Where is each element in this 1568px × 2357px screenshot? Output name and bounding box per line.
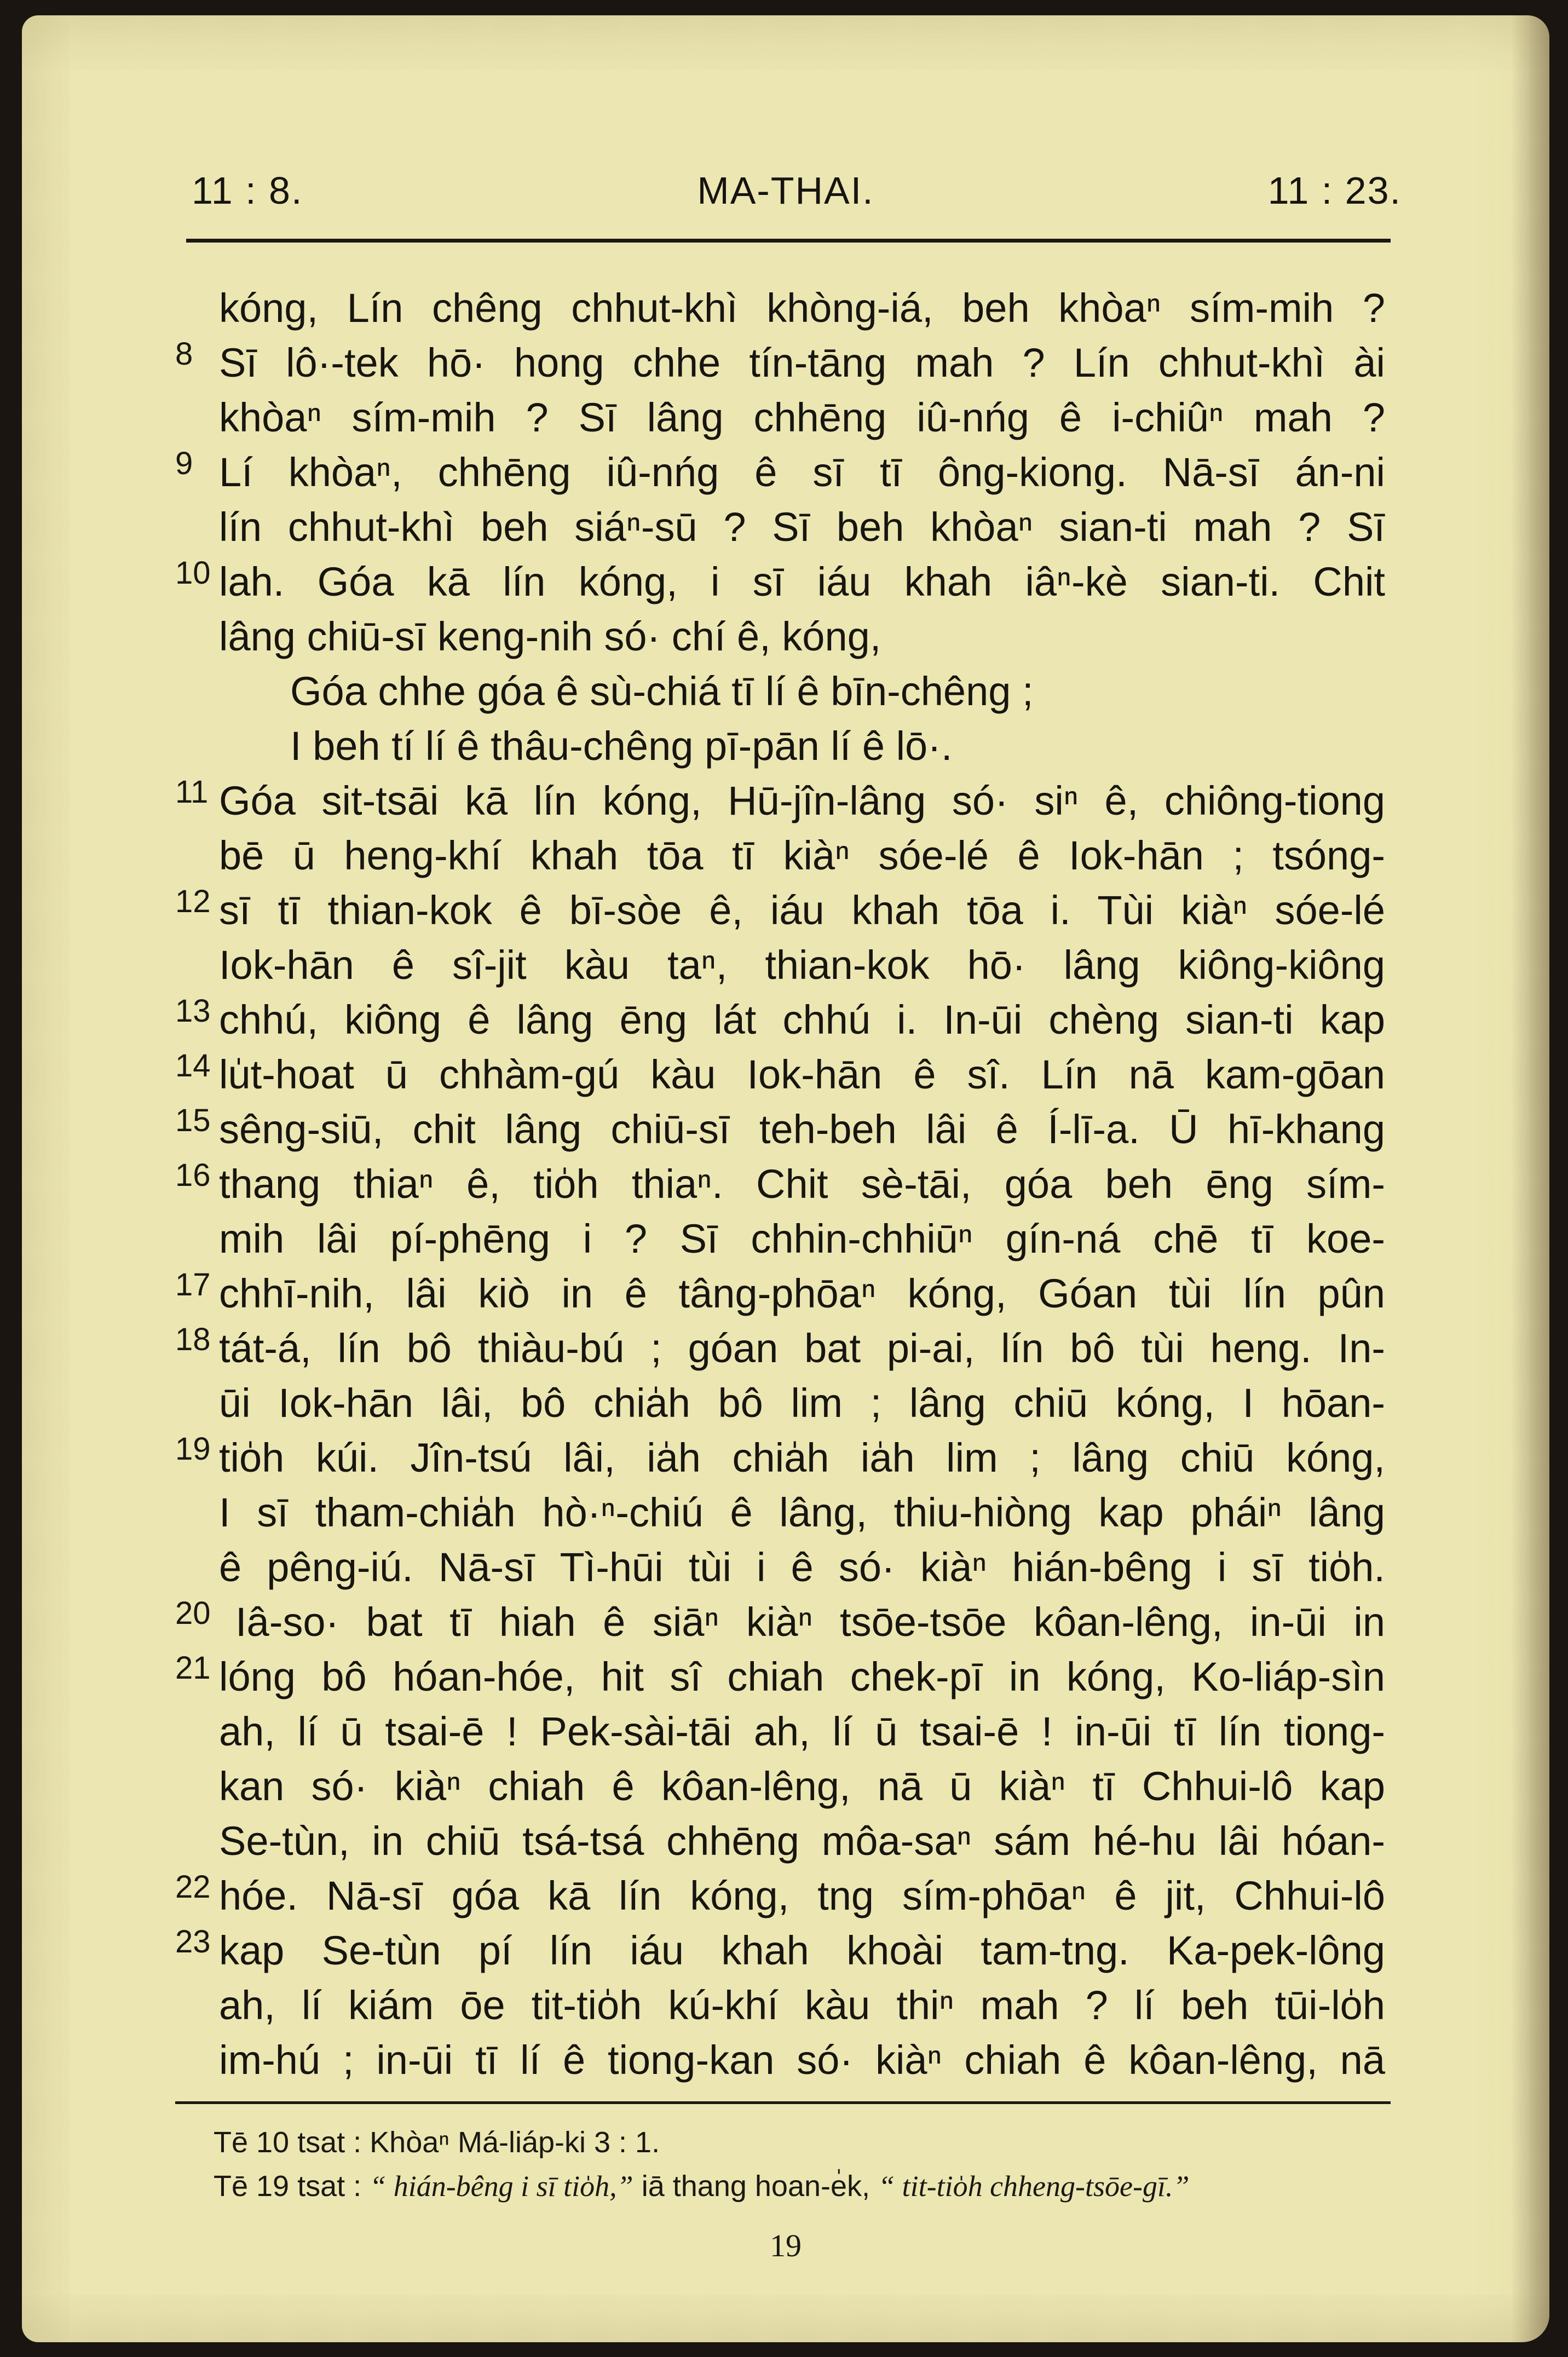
verse-number: 18	[175, 1322, 211, 1357]
text-line: khòaⁿ sím-mih ? Sī lâng chhēng iû-nńg ê i-chiûⁿ mah ?	[219, 395, 1385, 440]
running-head	[170, 163, 1402, 223]
text-line: thang thiaⁿ ê, tio̍h thiaⁿ. Chit sè-tāi, góa beh ēng sím-	[219, 1161, 1385, 1207]
verse-number: 19	[175, 1431, 211, 1467]
text-line: sī tī thian-kok ê bī-sòe ê, iáu khah tōa i. Tùi kiàⁿ sóe-lé	[219, 888, 1385, 933]
text-line: chhī-nih, lâi kiò in ê tâng-phōaⁿ kóng, Góan tùi lín pûn	[219, 1271, 1385, 1316]
text-line: kap Se-tùn pí lín iáu khah khoài tam-tng. Ka-pek-lông	[219, 1928, 1385, 1973]
verse-number: 20	[175, 1595, 211, 1631]
text-line: lóng bô hóan-hóe, hit sî chiah chek-pī in kóng, Ko-liáp-sìn	[219, 1654, 1385, 1699]
verse-number: 8	[175, 336, 193, 372]
text-line: ah, lí kiám ōe tit-tio̍h kú-khí kàu thiⁿ mah ? lí beh tūi-lo̍h	[219, 1983, 1385, 2028]
verse-number: 23	[175, 1924, 211, 1960]
verse-number: 16	[175, 1157, 211, 1193]
verse-number: 12	[175, 884, 211, 919]
text-line: lín chhut-khì beh siáⁿ-sū ? Sī beh khòaⁿ sian-ti mah ? Sī	[219, 504, 1385, 550]
footnote	[214, 2164, 1407, 2208]
text-line: ah, lí ū tsai-ē ! Pek-sài-tāi ah, lí ū tsai-ē ! in-ūi tī lín tiong-	[219, 1709, 1385, 1754]
footnotes	[214, 2120, 1407, 2208]
footnote	[214, 2120, 1407, 2164]
footnote-rule	[175, 2101, 1391, 2104]
footnote-label: Tē 10 tsat :	[214, 2126, 362, 2159]
text-line: I sī tham-chia̍h hò·ⁿ-chiú ê lâng, thiu-hiòng kap pháiⁿ lâng	[219, 1490, 1385, 1535]
footnote-text: iā thang hoan-e̍k,	[641, 2170, 871, 2203]
text-line: kan só· kiàⁿ chiah ê kôan-lêng, nā ū kiàⁿ tī Chhui-lô kap	[219, 1764, 1385, 1809]
quotation-line: Góa chhe góa ê sù-chiá tī lí ê bīn-chêng ;	[290, 669, 1034, 714]
text-line: Lí khòaⁿ, chhēng iû-nńg ê sī tī ông-kiong. Nā-sī án-ni	[219, 449, 1385, 495]
text-line: tát-á, lín bô thiàu-bú ; góan bat pi-ai, lín bô tùi heng. In-	[219, 1326, 1385, 1371]
verse-number: 13	[175, 993, 211, 1029]
verse-number: 21	[175, 1650, 211, 1686]
header-rule	[186, 239, 1391, 243]
text-line: bē ū heng-khí khah tōa tī kiàⁿ sóe-lé ê Iok-hān ; tsóng-	[219, 833, 1385, 878]
text-line: ê pêng-iú. Nā-sī Tì-hūi tùi i ê só· kiàⁿ hián-bêng i sī tio̍h.	[219, 1545, 1385, 1590]
text-line: Iâ-so· bat tī hiah ê siāⁿ kiàⁿ tsōe-tsōe kôan-lêng, in-ūi in	[235, 1599, 1385, 1645]
verse-number: 11	[175, 774, 209, 810]
text-line: mih lâi pí-phēng i ? Sī chhin-chhiūⁿ gín-ná chē tī koe-	[219, 1216, 1385, 1261]
text-line: chhú, kiông ê lâng ēng lát chhú i. In-ūi chèng sian-ti kap	[219, 997, 1385, 1042]
text-line: Se-tùn, in chiū tsá-tsá chhēng môa-saⁿ sám hé-hu lâi hóan-	[219, 1818, 1385, 1864]
footnote-quote: “ hián-bêng i sī tio̍h,”	[370, 2170, 633, 2203]
footnote-text: Khòaⁿ Má-liáp-ki 3 : 1.	[370, 2126, 660, 2159]
text-line: hóe. Nā-sī góa kā lín kóng, tng sím-phōaⁿ ê jit, Chhui-lô	[219, 1873, 1385, 1918]
verse-number: 14	[175, 1048, 211, 1084]
footnote-label: Tē 19 tsat :	[214, 2170, 362, 2203]
text-line: lâng chiū-sī keng-nih só· chí ê, kóng,	[219, 614, 881, 659]
text-line: lah. Góa kā lín kóng, i sī iáu khah iâⁿ-kè sian-ti. Chit	[219, 559, 1385, 604]
book-page	[22, 15, 1549, 2342]
text-line: kóng, Lín chêng chhut-khì khòng-iá, beh khòaⁿ sím-mih ?	[219, 285, 1385, 331]
header-right-reference: 11 : 23.	[1267, 169, 1402, 212]
text-line: im-hú ; in-ūi tī lí ê tiong-kan só· kiàⁿ chiah ê kôan-lêng, nā	[219, 2037, 1385, 2083]
page-number: 19	[770, 2228, 802, 2263]
verse-number: 17	[175, 1267, 211, 1303]
verse-number: 22	[175, 1869, 211, 1905]
text-line: sêng-siū, chit lâng chiū-sī teh-beh lâi ê Í-lī-a. Ū hī-khang	[219, 1107, 1385, 1152]
verse-number: 15	[175, 1103, 211, 1138]
header-book-title: MA-THAI.	[697, 169, 874, 212]
text-line: tio̍h kúi. Jîn-tsú lâi, ia̍h chia̍h ia̍h lim ; lâng chiū kóng,	[219, 1435, 1385, 1480]
verse-number: 9	[175, 446, 193, 481]
footnote-quote: “ tit-tio̍h chheng-tsōe-gī.”	[878, 2170, 1190, 2203]
verse-number: 10	[175, 555, 211, 591]
text-line: lu̍t-hoat ū chhàm-gú kàu Iok-hān ê sî. Lín nā kam-gōan	[219, 1052, 1385, 1097]
text-line: Iok-hān ê sî-jit kàu taⁿ, thian-kok hō· lâng kiông-kiông	[219, 942, 1385, 988]
text-line: Sī lô·-tek hō· hong chhe tín-tāng mah ? Lín chhut-khì ài	[219, 340, 1385, 385]
header-left-reference: 11 : 8.	[192, 169, 303, 212]
quotation-line: I beh tí lí ê thâu-chêng pī-pān lí ê lō·.	[290, 723, 953, 769]
text-line: Góa sit-tsāi kā lín kóng, Hū-jîn-lâng só· siⁿ ê, chiông-tiong	[219, 778, 1385, 823]
text-line: ūi Iok-hān lâi, bô chia̍h bô lim ; lâng chiū kóng, I hōan-	[219, 1380, 1385, 1426]
